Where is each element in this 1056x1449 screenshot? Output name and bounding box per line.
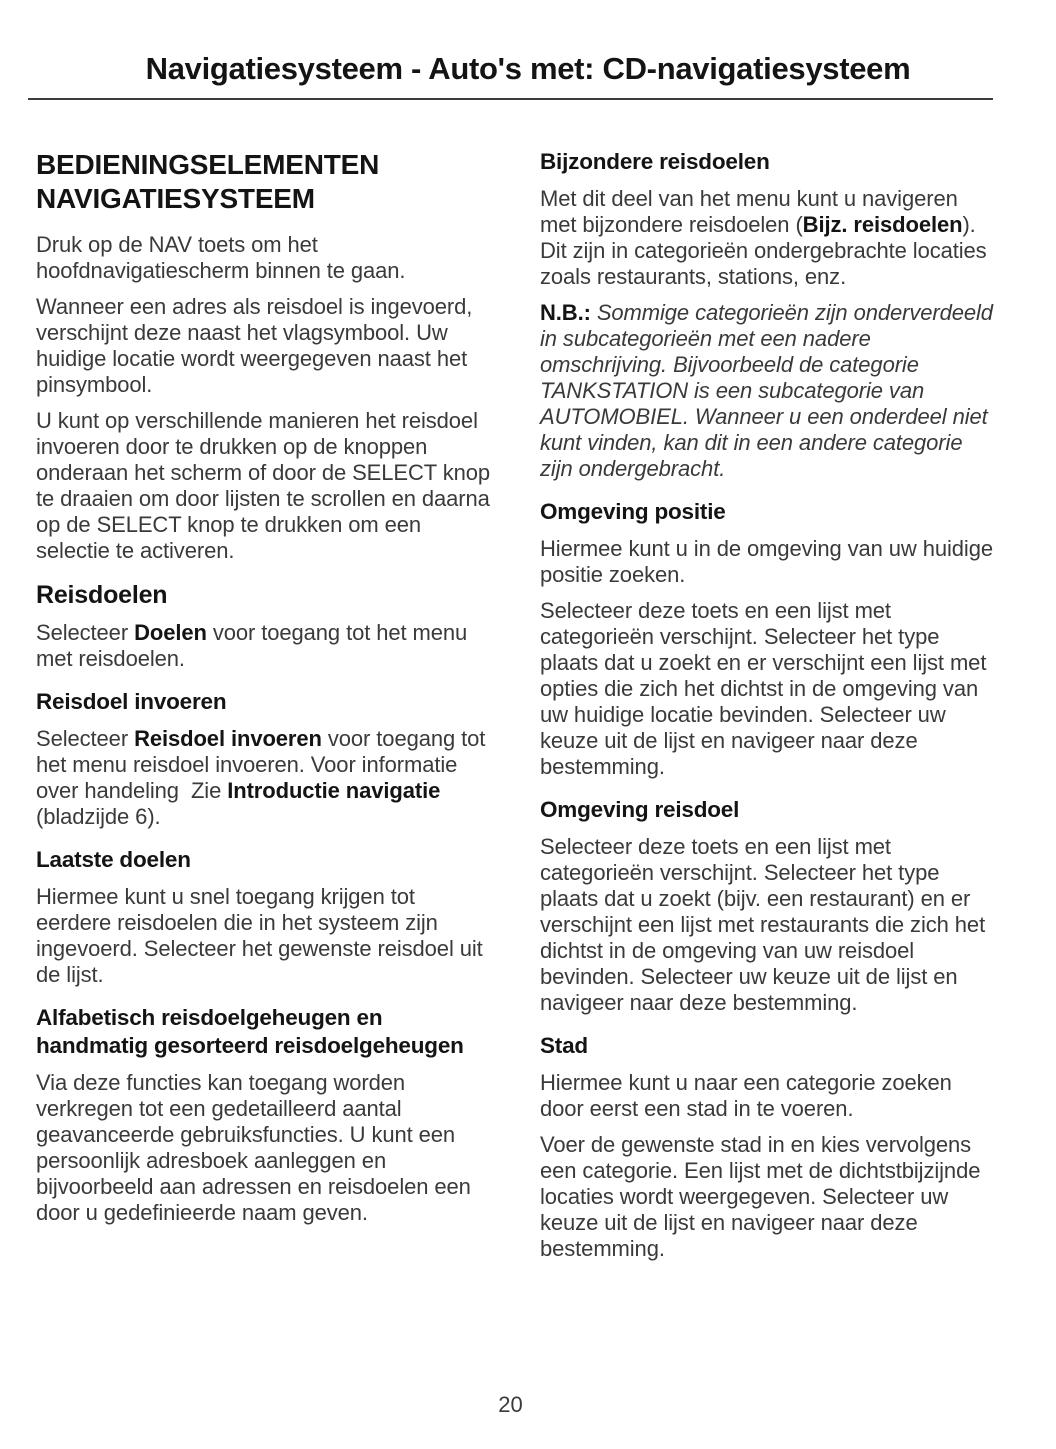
- text-run: Met dit deel van het menu kunt u navigeren met bijzondere reisdoelen (: [540, 186, 958, 237]
- header-rule: [28, 98, 993, 100]
- text-run: Doelen: [134, 620, 207, 645]
- paragraph-stad-1: [540, 1070, 998, 1122]
- heading-reisdoelen: [36, 580, 494, 610]
- text-run: Bijzondere reisdoelen: [540, 149, 770, 174]
- paragraph-bijzondere-reisdoelen: [540, 186, 998, 290]
- column-right: [540, 148, 998, 1272]
- text-run: Omgeving reisdoel: [540, 797, 740, 822]
- paragraph-laatste-doelen: [36, 884, 494, 988]
- text-run: ). Dit zijn in categorieën ondergebrachte locaties zoals restaurants, stations, enz.: [540, 212, 987, 289]
- page-header-title: Navigatiesysteem - Auto's met: CD-navigatiesysteem: [145, 51, 911, 86]
- content-columns: [36, 148, 1056, 1272]
- text-run: Voer de gewenste stad in en kies vervolgens een categorie. Een lijst met de dichtstbijzijnde locaties wordt weergegeven. Selecteer uw keuze uit de lijst en navigeer naar deze bestemming.: [540, 1132, 981, 1261]
- heading-laatste-doelen: [36, 846, 494, 874]
- text-run: Hiermee kunt u snel toegang krijgen tot eerdere reisdoelen die in het systeem zijn ingevoerd. Selecteer het gewenste reisdoel uit de lijst.: [36, 884, 483, 987]
- text-run: Selecteer: [36, 726, 135, 751]
- text-run: Alfabetisch reisdoelgeheugen en handmatig gesorteerd reisdoelgeheugen: [36, 1005, 464, 1058]
- text-run: Selecteer: [36, 620, 135, 645]
- text-run: Reisdoel invoeren: [36, 689, 227, 714]
- text-run: Sommige categorieën zijn onderverdeeld in subcategorieën met een nadere omschrijving. Bijvoorbeeld de categorie TANKSTATION is een subcategorie van AUTOMOBIEL. Wanneer u een onderdeel niet kunt vinden, kan dit in een andere categorie zijn ondergebracht.: [540, 300, 993, 481]
- text-run: Selecteer deze toets en een lijst met categorieën verschijnt. Selecteer het type plaats dat u zoekt en er verschijnt een lijst met opties die zich het dichtst in de omgeving van uw huidige locatie bevinden. Selecteer uw keuze uit de lijst en navigeer naar deze bestemming.: [540, 598, 987, 779]
- heading-omgeving-positie: [540, 498, 998, 526]
- heading-stad: [540, 1032, 998, 1060]
- heading-bijzondere-reisdoelen: [540, 148, 998, 176]
- text-run: (bladzijde 6).: [36, 778, 447, 829]
- paragraph-doelen: [36, 620, 494, 672]
- text-run: voor toegang tot het menu reisdoel invoeren. Voor informatie over handeling Zie: [36, 726, 486, 803]
- text-run: BEDIENINGSELEMENTEN NAVIGATIESYSTEEM: [36, 149, 380, 214]
- text-run: Via deze functies kan toegang worden verkregen tot een gedetailleerd aantal geavanceerde gebruiksfuncties. U kunt een persoonlijk adresboek aanleggen en bijvoorbeeld aan adressen en reisdoelen een door u gedefinieerde naam geven.: [36, 1070, 471, 1225]
- heading-reisdoelgeheugen: [36, 1004, 494, 1060]
- paragraph-omgeving-reisdoel: [540, 834, 998, 1016]
- heading-omgeving-reisdoel: [540, 796, 998, 824]
- page-number: 20: [498, 1392, 523, 1417]
- text-run: Hiermee kunt u naar een categorie zoeken door eerst een stad in te voeren.: [540, 1070, 952, 1121]
- text-run: Druk op de NAV toets om het hoofdnavigatiescherm binnen te gaan.: [36, 232, 406, 283]
- paragraph-reisdoelgeheugen: [36, 1070, 494, 1226]
- text-run: N.B.:: [540, 300, 591, 325]
- paragraph-reisdoel-invoeren: [36, 726, 494, 830]
- text-run: Hiermee kunt u in de omgeving van uw huidige positie zoeken.: [540, 536, 993, 587]
- text-run: Laatste doelen: [36, 847, 191, 872]
- text-run: Omgeving positie: [540, 499, 726, 524]
- paragraph-nav-toets: [36, 232, 494, 284]
- heading-reisdoel-invoeren: [36, 688, 494, 716]
- text-run: Reisdoel invoeren: [134, 726, 322, 751]
- text-run: Wanneer een adres als reisdoel is ingevoerd, verschijnt deze naast het vlagsymbool. Uw huidige locatie wordt weergegeven naast het pinsymbool.: [36, 294, 473, 397]
- note-categorieen: [540, 300, 998, 482]
- text-run: Bijz. reisdoelen: [802, 212, 963, 237]
- text-run: Stad: [540, 1033, 588, 1058]
- text-run: U kunt op verschillende manieren het reisdoel invoeren door te drukken op de knoppen onderaan het scherm of door de SELECT knop te draaien om door lijsten te scrollen en daarna op de SELECT knop te drukken om een selectie te activeren.: [36, 408, 491, 563]
- text-run: Introductie navigatie: [227, 778, 441, 803]
- paragraph-omgeving-positie-2: [540, 598, 998, 780]
- paragraph-adres-reisdoel: [36, 294, 494, 398]
- paragraph-omgeving-positie-1: [540, 536, 998, 588]
- text-run: voor toegang tot het menu met reisdoelen.: [36, 620, 468, 671]
- paragraph-invoer-methoden: [36, 408, 494, 564]
- main-heading: [36, 148, 494, 216]
- column-left: [36, 148, 494, 1272]
- text-run: Reisdoelen: [36, 581, 168, 609]
- paragraph-stad-2: [540, 1132, 998, 1262]
- text-run: Selecteer deze toets en een lijst met categorieën verschijnt. Selecteer het type plaats dat u zoekt (bijv. een restaurant) en er verschijnt een lijst met restaurants die zich het dichtst in de omgeving van uw reisdoel bevinden. Selecteer uw keuze uit de lijst en navigeer naar deze bestemming.: [540, 834, 986, 1015]
